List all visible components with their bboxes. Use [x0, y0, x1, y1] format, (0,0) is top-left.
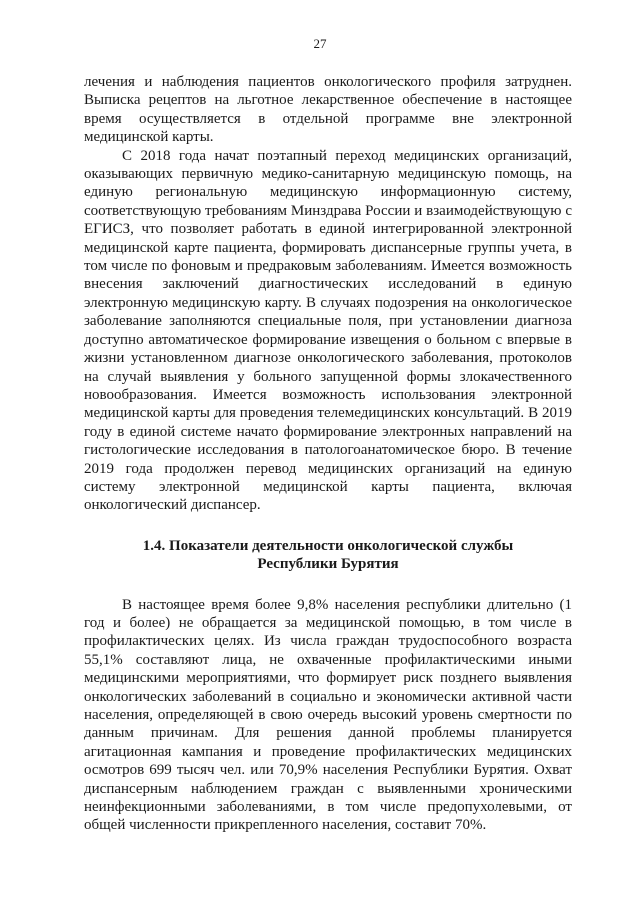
- section-heading-line-1: 1.4. Показатели деятельности онкологической службы: [142, 537, 514, 554]
- section-heading-line-2: Республики Бурятия: [257, 556, 399, 573]
- paragraph-egisz-transition: С 2018 года начат поэтапный переход медицинских организаций, оказывающих первичную медико-санитарную медицинскую помощь, на единую региональную медицинскую информационную систему, соответствующую требованиям Минздрава России и взаимодействующую с ЕГИСЗ, что позволяет работать в единой интегрированной электронной медицинской карте пациента, формировать диспансерные группы учета, в том числе по фоновым и предраковым заболеваниям. Имеется возможность внесения заключений диагностических исследований в единую электронную медицинскую карту. В случаях подозрения на онкологическое заболевание заполняются специальные поля, при установлении диагноза доступно автоматическое формирование извещения о больном с впервые в жизни установленном диагнозе онкологического заболевания, протоколов на случай выявления у больного запущенной формы злокачественного новообразования. Имеется возможность использования электронной медицинской карты для проведения телемедицинских консультаций. В 2019 году в единой системе начато формирование электронных направлений на гистологические исследования в патологоанатомическое бюро. В течение 2019 года продолжен перевод медицинских организаций на единую систему электронной медицинской карты пациента, включая онкологический диспансер.: [84, 147, 572, 514]
- paragraph-population-statistics: В настоящее время более 9,8% населения республики длительно (1 год и более) не обращается за медицинской помощью, в том числе в профилактических целях. Из числа граждан трудоспособного возраста 55,1% составляют лица, не охваченные профилактическими иными медицинскими мероприятиями, что формирует риск позднего выявления онкологических заболеваний в социально и экономически активной части населения, определяющей в свою очередь высокий уровень смертности по данным причинам. Для решения данной проблемы планируется агитационная кампания и проведение профилактических медицинских осмотров 699 тысяч чел. или 70,9% населения Республики Бурятия. Охват диспансерным наблюдением граждан с выявленными хроническими неинфекционными заболеваниями, в том числе предопухолевыми, от общей численности прикрепленного населения, составит 70%.: [84, 596, 572, 834]
- document-body: [84, 73, 572, 835]
- page-number: 27: [313, 36, 327, 51]
- heading-spacer: [84, 574, 572, 596]
- section-heading: [84, 537, 572, 574]
- paragraph-continuation: лечения и наблюдения пациентов онкологического профиля затруднен. Выписка рецептов на льготное лекарственное обеспечение в настоящее время осуществляется в отдельной программе вне электронной медицинской карты.: [84, 74, 572, 146]
